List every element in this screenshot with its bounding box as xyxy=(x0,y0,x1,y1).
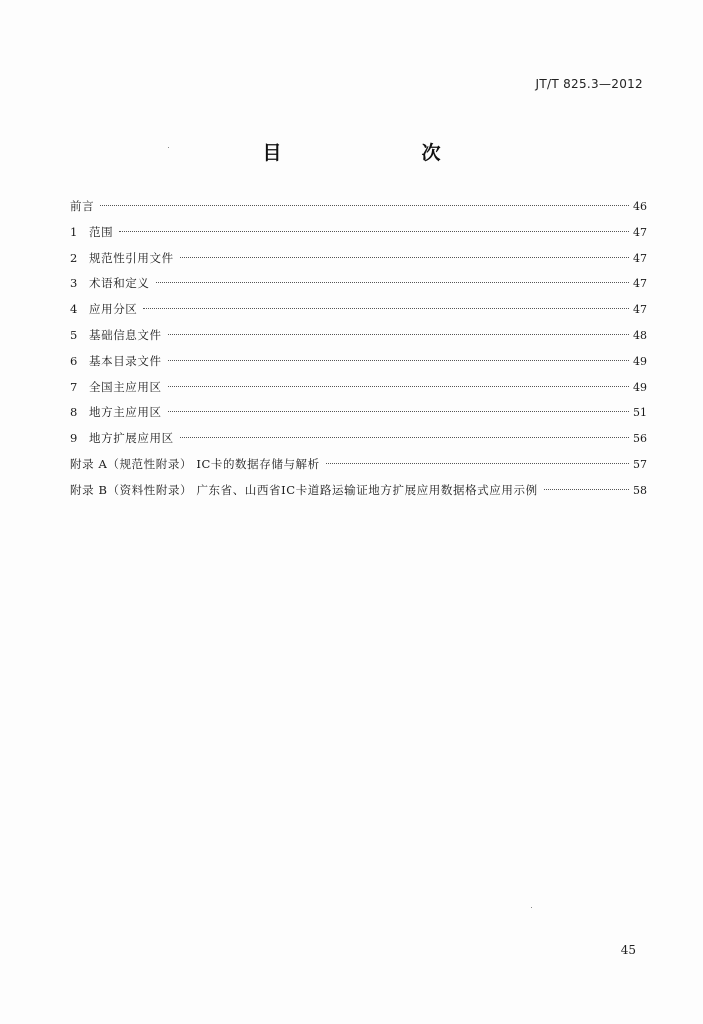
toc-entry-8[interactable] xyxy=(70,402,647,428)
toc-entry-page: 51 xyxy=(633,406,647,420)
dot-leader xyxy=(168,334,629,335)
toc-entry-label: 范围 xyxy=(89,224,114,239)
toc-entry-label: 地方扩展应用区 xyxy=(89,431,174,446)
dot-leader xyxy=(168,411,629,412)
dot-leader xyxy=(544,489,629,490)
toc-title: 目 次 xyxy=(262,142,475,164)
toc-entry-number: 8 xyxy=(70,405,78,420)
toc-entry-label: 术语和定义 xyxy=(89,276,150,291)
toc-entry-label: 附录 A（规范性附录） IC卡的数据存储与解析 xyxy=(70,456,320,471)
toc-entry-label: 前言 xyxy=(70,199,95,213)
toc-entry-page: 49 xyxy=(633,380,647,394)
toc-entry-number: 4 xyxy=(70,302,78,317)
toc-entry-2[interactable] xyxy=(70,248,647,274)
dot-leader xyxy=(180,437,629,438)
toc-entry-label: 附录 B（资料性附录） 广东省、山西省IC卡道路运输证地方扩展应用数据格式应用示例 xyxy=(70,482,538,497)
toc-entry-number: 7 xyxy=(70,379,78,394)
toc-entry-page: 47 xyxy=(633,303,647,317)
table-of-contents xyxy=(70,196,647,506)
toc-entry-page: 47 xyxy=(633,225,647,239)
standard-code: JT/T 825.3—2012 xyxy=(535,77,643,91)
toc-entry-4[interactable] xyxy=(70,299,647,325)
dot-leader xyxy=(168,360,629,361)
toc-entry-1[interactable] xyxy=(70,222,647,248)
page-number: 45 xyxy=(620,943,636,957)
dot-leader xyxy=(156,282,630,283)
toc-entry-page: 49 xyxy=(633,354,647,368)
toc-entry-label: 基本目录文件 xyxy=(89,353,162,368)
toc-entry-label: 地方主应用区 xyxy=(89,405,162,420)
toc-entry-number: 6 xyxy=(70,353,78,368)
dot-leader xyxy=(180,257,629,258)
dot-leader xyxy=(143,308,629,309)
toc-entry-page: 56 xyxy=(633,432,647,446)
toc-entry-page: 47 xyxy=(633,251,647,265)
toc-entry-annex-b[interactable] xyxy=(70,480,647,506)
toc-entry-number: 5 xyxy=(70,327,78,342)
toc-entry-3[interactable] xyxy=(70,273,647,299)
toc-entry-label: 规范性引用文件 xyxy=(89,250,174,265)
toc-entry-page: 48 xyxy=(633,328,647,342)
toc-entry-7[interactable] xyxy=(70,377,647,403)
dot-leader xyxy=(326,463,629,464)
toc-entry-5[interactable] xyxy=(70,325,647,351)
toc-entry-number: 2 xyxy=(70,250,78,265)
toc-entry-annex-a[interactable] xyxy=(70,454,647,480)
toc-entry-page: 46 xyxy=(633,200,647,213)
scan-speck xyxy=(531,907,532,908)
dot-leader xyxy=(119,231,629,232)
toc-entry-foreword[interactable] xyxy=(70,196,647,222)
toc-entry-label: 应用分区 xyxy=(89,302,138,317)
toc-entry-page: 58 xyxy=(633,483,647,497)
toc-entry-page: 57 xyxy=(633,457,647,471)
toc-entry-number: 3 xyxy=(70,276,78,291)
toc-entry-page: 47 xyxy=(633,277,647,291)
toc-entry-number: 1 xyxy=(70,224,78,239)
toc-entry-label: 全国主应用区 xyxy=(89,379,162,394)
toc-entry-9[interactable] xyxy=(70,428,647,454)
dot-leader xyxy=(100,205,629,206)
dot-leader xyxy=(168,386,629,387)
toc-entry-6[interactable] xyxy=(70,351,647,377)
toc-entry-number: 9 xyxy=(70,431,78,446)
toc-entry-label: 基础信息文件 xyxy=(89,327,162,342)
